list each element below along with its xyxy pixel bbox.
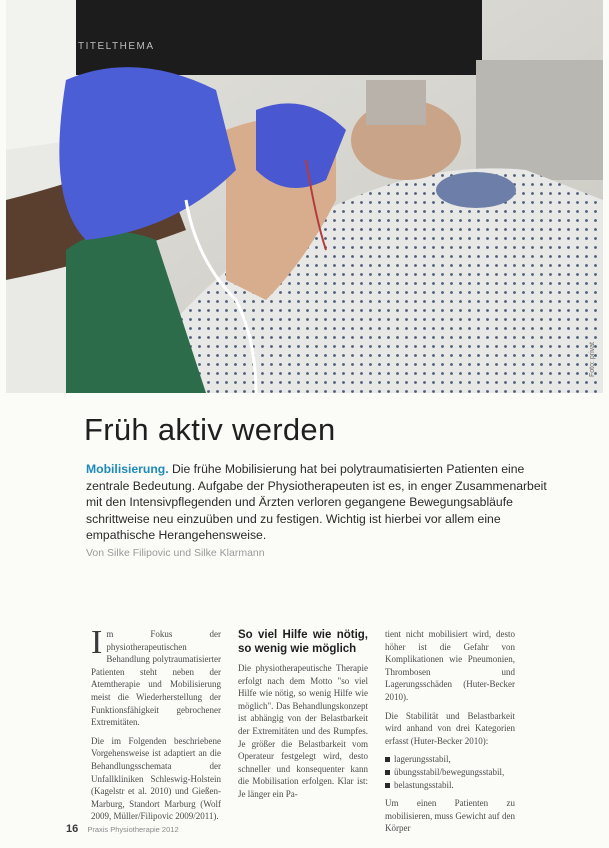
col1-paragraph-1 xyxy=(91,624,221,729)
article-headline: Früh aktiv werden xyxy=(84,412,336,447)
page-number: 16 xyxy=(66,823,79,835)
body-column-1 xyxy=(91,624,221,829)
page-footer xyxy=(66,823,179,835)
body-column-2 xyxy=(238,628,368,807)
cover-photo xyxy=(6,0,603,393)
list-item: lagerungsstabil, xyxy=(385,753,515,766)
list-item: übungsstabil/bewegungsstabil, xyxy=(385,766,515,779)
col3-paragraph-2: Die Stabilität und Belastbarkeit wird anhand von drei Kategorien erfasst (Huter-Becker 2010): xyxy=(385,710,515,746)
lead-paragraph xyxy=(86,461,556,544)
lead-kicker: Mobilisierung. xyxy=(86,462,169,476)
col1-paragraph-2: Die im Folgenden beschriebene Vorgehensweise ist adaptiert an die Behandlungsschemata der Unfallkliniken Schleswig-Holstein (Kagelstr et al. 2010) und Gießen-Marburg, Standort Marburg (Wolf 2009, Müller/Filipovic 2009/2011). xyxy=(91,735,221,822)
col3-paragraph-3: Um einen Patienten zu mobilisieren, muss Gewicht auf den Körper xyxy=(385,798,515,834)
subheading: So viel Hilfe wie nötig, so wenig wie möglich xyxy=(238,629,368,655)
col1-paragraph-1-text: m Fokus der physiotherapeutischen Behandlung polytraumatisierter Patienten steht neben der Atemtherapie und Mobilisierung meist die Wiederherstellung der Funktionsfähigkeit gebrochener Extremitäten. xyxy=(91,629,221,728)
patient-foot-mobilization-photo-icon xyxy=(6,0,603,393)
stability-categories-list xyxy=(385,753,515,791)
byline: Von Silke Filipovic und Silke Klarmann xyxy=(86,547,265,559)
journal-name: Praxis Physiotherapie 2012 xyxy=(87,825,179,834)
col2-paragraph-1: Die physiotherapeutische Therapie erfolgt nach dem Motto "so viel Hilfe wie nötig, so wenig Hilfe wie möglich". Das Behandlungskonzept ist abhängig von der Belastbarkeit der Extremitäten und des Rumpfes. Je größer die Belastbarkeit vom Operateur festgelegt wird, desto schneller und konsequenter kann die Mobilisation erfolgen. Klar ist: Je länger ein Pa- xyxy=(238,663,368,799)
lead-text: Die frühe Mobilisierung hat bei polytraumatisierten Patienten eine zentrale Bedeutung. Aufgabe der Physiotherapeuten ist es, in enger Zusammenarbeit mit den Intensivpflegenden und Ärzten verloren gegangene Bewegungsabläufe schrittweise neu einzuüben und zu festigen. Wichtig ist hierbei vor allem eine empathische Herangehensweise. xyxy=(86,462,547,543)
list-item: belastungsstabil. xyxy=(385,779,515,792)
section-tag: TITELTHEMA xyxy=(78,41,155,52)
photo-credit: Foto: privat xyxy=(589,342,596,378)
drop-cap: I xyxy=(91,624,103,661)
col3-paragraph-1: tient nicht mobilisiert wird, desto höher ist die Gefahr von Komplikationen wie Pneumonien, Thrombosen und Lagerungsschäden (Huter-Becker 2010). xyxy=(385,629,515,702)
body-column-3 xyxy=(385,628,515,841)
